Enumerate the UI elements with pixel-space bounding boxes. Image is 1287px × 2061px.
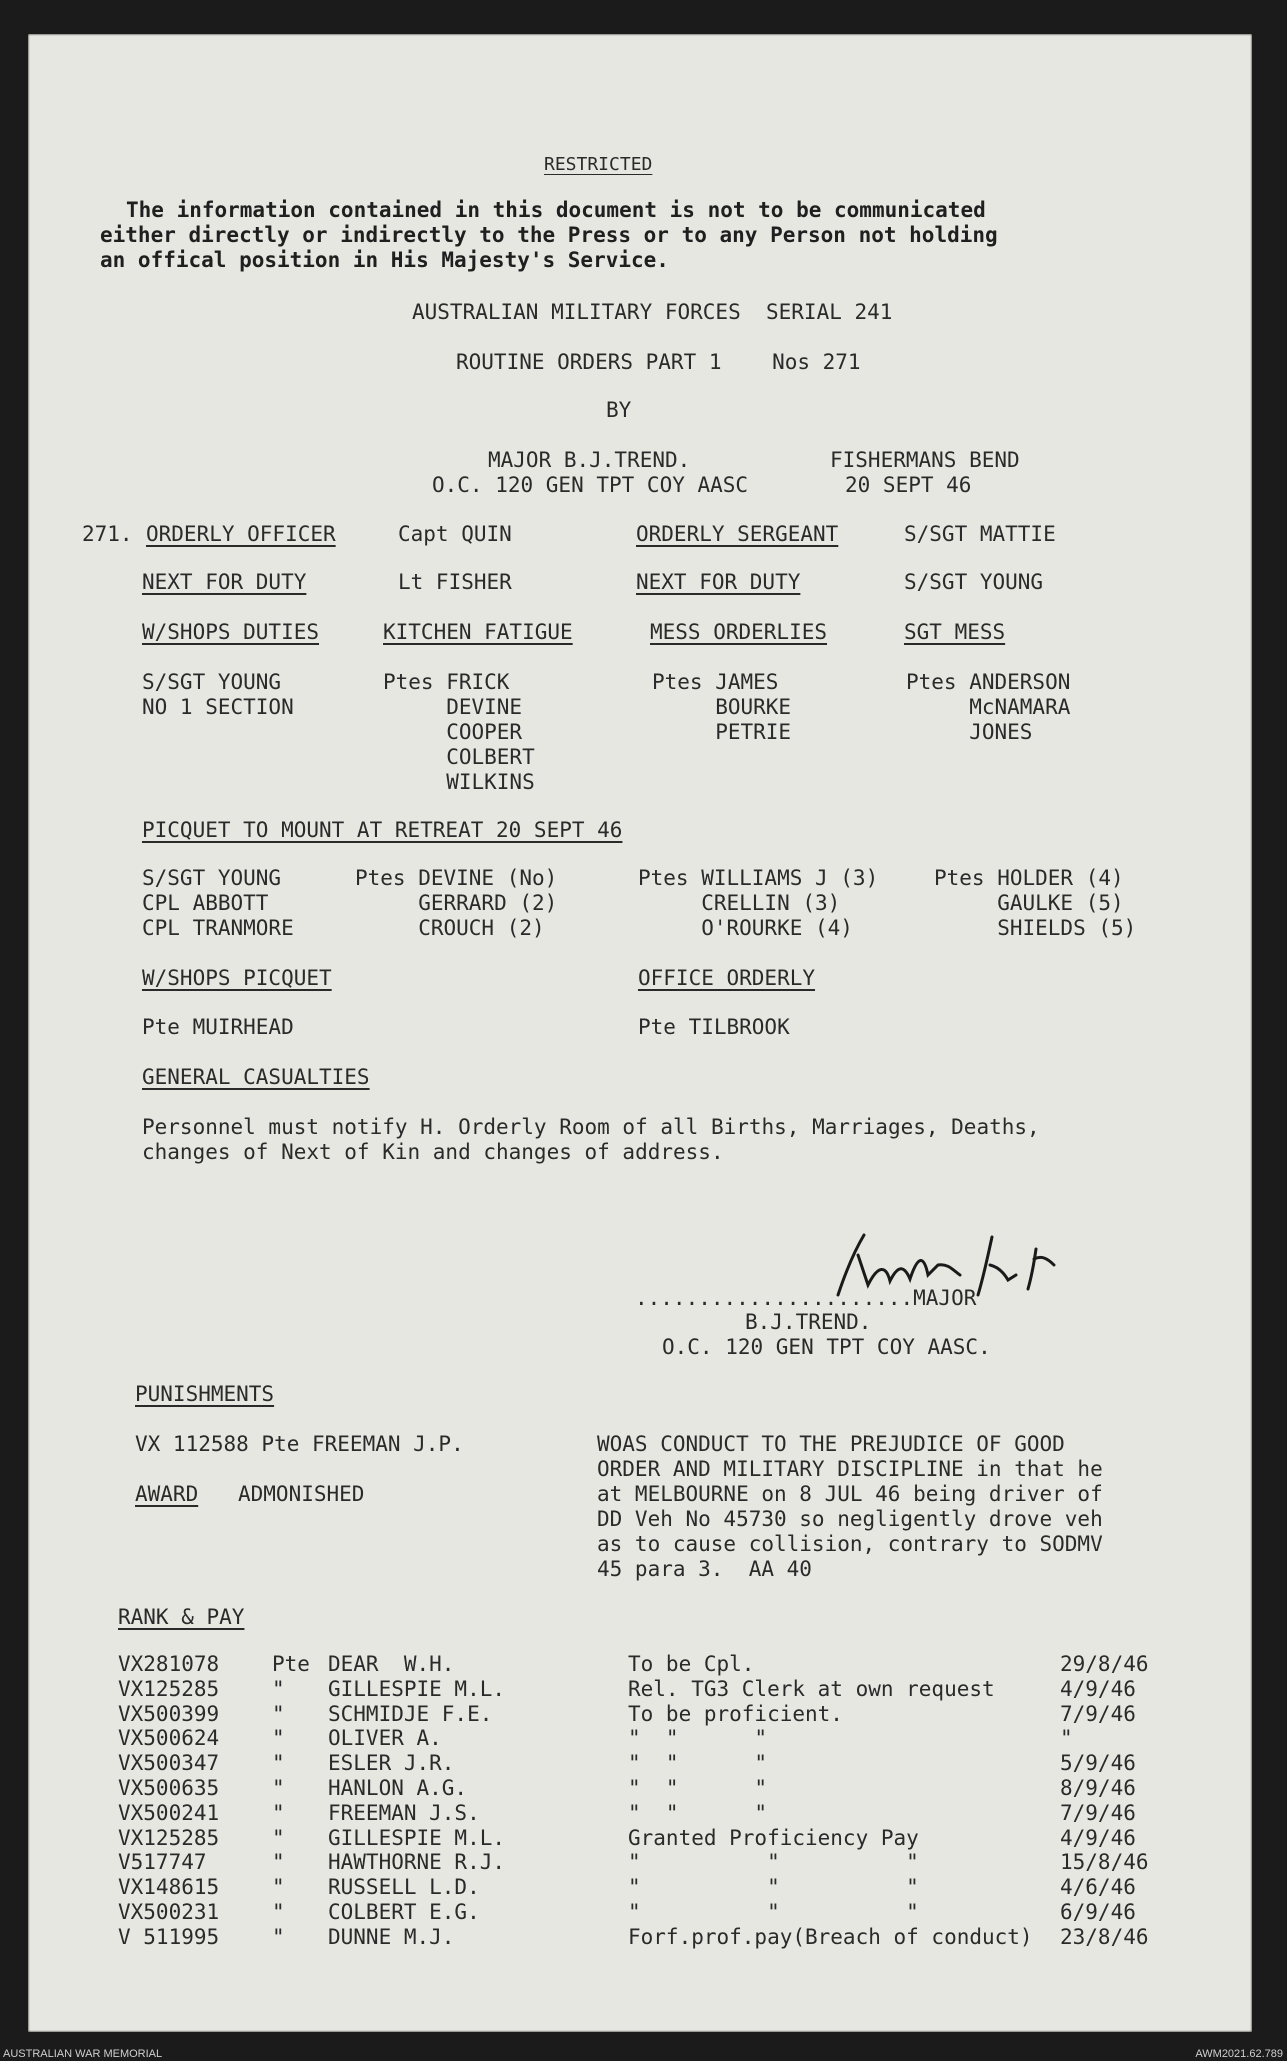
rank-pay-no-cell: V 511995 [118, 1924, 220, 1949]
rank-pay-action-cell: " " " [628, 1776, 768, 1800]
rank-pay-name-cell: RUSSELL L.D. [328, 1875, 480, 1900]
issuer-unit: O.C. 120 GEN TPT COY AASC [432, 473, 749, 497]
general-casualties-text: Personnel must notify H. Orderly Room of all Births, Marriages, Deaths, changes of Next of Kin and changes of address. [142, 1115, 1040, 1164]
wshops-picquet: Pte MUIRHEAD [142, 1015, 294, 1039]
issuer-name: MAJOR B.J.TREND. [488, 448, 691, 472]
next-duty-officer: Lt FISHER [398, 570, 512, 594]
picquet-col-4: Ptes HOLDER (4) GAULKE (5) SHIELDS (5) [934, 866, 1137, 940]
rank-pay-date-cell: 5/9/46 [1060, 1751, 1136, 1776]
orderly-officer-label: ORDERLY OFFICER [146, 522, 336, 546]
rank-pay-action-cell: " " " [628, 1875, 919, 1900]
office-orderly: Pte TILBROOK [638, 1015, 790, 1039]
wshops-duties-label: W/SHOPS DUTIES [142, 620, 320, 644]
sgt-mess-label: SGT MESS [904, 620, 1006, 644]
rank-pay-name-cell: ESLER J.R. [328, 1751, 455, 1776]
rank-pay-rank-cell: " [272, 1701, 285, 1726]
rank-pay-rank-cell: " [272, 1776, 285, 1800]
kitchen-fatigue-label: KITCHEN FATIGUE [383, 620, 573, 644]
rank-pay-date-cell: 8/9/46 [1060, 1776, 1136, 1800]
award-label: AWARD [135, 1482, 199, 1506]
rank-pay-rank-cell: " [272, 1726, 285, 1751]
signatory-unit: O.C. 120 GEN TPT COY AASC. [662, 1335, 991, 1359]
rank-pay-no-cell: VX500635 [118, 1776, 220, 1800]
footer-left: AUSTRALIAN WAR MEMORIAL [3, 2048, 163, 2060]
rank-pay-rank-cell: " [272, 1676, 285, 1701]
rank-pay-action-cell: " " " [628, 1751, 768, 1776]
next-duty-sergeant: S/SGT YOUNG [904, 570, 1044, 594]
rank-pay-no-cell: VX500241 [118, 1800, 220, 1825]
serial-line: AUSTRALIAN MILITARY FORCES SERIAL 241 [412, 300, 893, 324]
issuer-location: FISHERMANS BEND [830, 448, 1020, 472]
rank-pay-no-cell: V517747 [118, 1850, 207, 1875]
order-date: 20 SEPT 46 [845, 473, 972, 497]
rank-pay-action-cell: Rel. TG3 Clerk at own request [628, 1676, 995, 1701]
punishments-label: PUNISHMENTS [135, 1382, 275, 1406]
routine-orders-line: ROUTINE ORDERS PART 1 Nos 271 [456, 350, 861, 374]
rank-pay-no-cell: VX500231 [118, 1900, 220, 1924]
notice-line-3: an offical position in His Majesty's Service. [100, 248, 669, 272]
mess-orderlies-list: Ptes JAMES BOURKE PETRIE [652, 670, 792, 744]
general-casualties-label: GENERAL CASUALTIES [142, 1065, 370, 1089]
rank-pay-date-cell: 4/9/46 [1060, 1825, 1136, 1850]
rank-pay-no-cell: VX125285 [118, 1825, 220, 1850]
rank-pay-date-cell: 7/9/46 [1060, 1701, 1136, 1726]
rank-pay-date-cell: " [1060, 1726, 1073, 1751]
rank-pay-rank-cell: " [272, 1875, 285, 1900]
picquet-col-2: Ptes DEVINE (No) GERRARD (2) CROUCH (2) [355, 866, 558, 940]
rank-pay-no-cell: VX500399 [118, 1701, 220, 1726]
punishment-accused: VX 112588 Pte FREEMAN J.P. [135, 1432, 464, 1456]
rank-pay-no-cell: VX148615 [118, 1875, 220, 1900]
rank-pay-rank-cell: Pte [272, 1652, 310, 1676]
picquet-col-1: S/SGT YOUNG CPL ABBOTT CPL TRANMORE [142, 866, 294, 940]
rank-pay-rank-cell: " [272, 1900, 285, 1924]
orderly-sergeant-label: ORDERLY SERGEANT [636, 522, 839, 546]
rank-pay-name-cell: GILLESPIE M.L. [328, 1825, 506, 1850]
rank-pay-date-cell: 23/8/46 [1060, 1924, 1149, 1949]
rank-pay-label: RANK & PAY [118, 1605, 245, 1629]
restricted-heading: RESTRICTED [544, 154, 653, 175]
rank-pay-rank-cell: " [272, 1800, 285, 1825]
punishment-charge: WOAS CONDUCT TO THE PREJUDICE OF GOOD ORDER AND MILITARY DISCIPLINE in that he at MELBOURNE on 8 JUL 46 being driver of DD Veh No 45730 so negligently drove veh as to cause collision, contrary to SODMV 45 para 3. AA 40 [597, 1432, 1103, 1581]
rank-pay-date-cell: 6/9/46 [1060, 1900, 1136, 1924]
order-number: 271. [82, 522, 133, 546]
mess-orderlies-label: MESS ORDERLIES [650, 620, 828, 644]
rank-pay-name-cell: GILLESPIE M.L. [328, 1676, 506, 1701]
rank-pay-no-cell: VX281078 [118, 1652, 220, 1676]
rank-pay-date-cell: 15/8/46 [1060, 1850, 1149, 1875]
wshops-picquet-label: W/SHOPS PICQUET [142, 966, 332, 990]
rank-pay-action-cell: " " " [628, 1726, 768, 1751]
rank-pay-rank-cell: " [272, 1825, 285, 1850]
rank-pay-no-cell: VX500624 [118, 1726, 220, 1751]
rank-pay-action-cell: " " " [628, 1850, 919, 1875]
footer-right: AWM2021.62.789 [1195, 2048, 1283, 2060]
picquet-label: PICQUET TO MOUNT AT RETREAT 20 SEPT 46 [142, 818, 623, 842]
office-orderly-label: OFFICE ORDERLY [638, 966, 816, 990]
rank-pay-action-cell: To be proficient. [628, 1701, 843, 1726]
rank-pay-name-cell: COLBERT E.G. [328, 1900, 480, 1924]
rank-pay-rank-cell: " [272, 1751, 285, 1776]
orderly-officer: Capt QUIN [398, 522, 512, 546]
kitchen-fatigue-list: Ptes FRICK DEVINE COOPER COLBERT WILKINS [383, 670, 535, 794]
rank-pay-action-cell: To be Cpl. [628, 1652, 755, 1676]
rank-pay-date-cell: 4/9/46 [1060, 1676, 1136, 1701]
next-duty-label-sergeant: NEXT FOR DUTY [636, 570, 801, 594]
sgt-mess-list: Ptes ANDERSON McNAMARA JONES [906, 670, 1071, 744]
signature-line: ......................MAJOR [635, 1286, 977, 1310]
rank-pay-name-cell: OLIVER A. [328, 1726, 442, 1751]
picquet-col-3: Ptes WILLIAMS J (3) CRELLIN (3) O'ROURKE (4) [638, 866, 879, 940]
rank-pay-name-cell: FREEMAN J.S. [328, 1800, 480, 1825]
rank-pay-rank-cell: " [272, 1924, 285, 1949]
rank-pay-date-cell: 29/8/46 [1060, 1652, 1149, 1676]
wshops-duties-list: S/SGT YOUNG NO 1 SECTION [142, 670, 294, 719]
orderly-sergeant: S/SGT MATTIE [904, 522, 1056, 546]
notice-line-1: The information contained in this document is not to be communicated [126, 198, 986, 222]
rank-pay-action-cell: " " " [628, 1800, 768, 1825]
rank-pay-date-cell: 7/9/46 [1060, 1800, 1136, 1825]
rank-pay-action-cell: Granted Proficiency Pay [628, 1825, 919, 1850]
rank-pay-no-cell: VX125285 [118, 1676, 220, 1701]
award-value: ADMONISHED [238, 1482, 365, 1506]
rank-pay-name-cell: HANLON A.G. [328, 1776, 468, 1800]
rank-pay-date-cell: 4/6/46 [1060, 1875, 1136, 1900]
rank-pay-no-cell: VX500347 [118, 1751, 220, 1776]
next-duty-label-officer: NEXT FOR DUTY [142, 570, 307, 594]
by-line: BY [606, 398, 632, 422]
notice-line-2: either directly or indirectly to the Press or to any Person not holding [100, 223, 998, 247]
rank-pay-rank-cell: " [272, 1850, 285, 1875]
rank-pay-name-cell: HAWTHORNE R.J. [328, 1850, 506, 1875]
rank-pay-action-cell: " " " [628, 1900, 919, 1924]
rank-pay-name-cell: DUNNE M.J. [328, 1924, 455, 1949]
rank-pay-action-cell: Forf.prof.pay(Breach of conduct) [628, 1924, 1033, 1949]
signatory-name: B.J.TREND. [745, 1310, 872, 1334]
rank-pay-name-cell: DEAR W.H. [328, 1652, 455, 1676]
rank-pay-name-cell: SCHMIDJE F.E. [328, 1701, 493, 1726]
